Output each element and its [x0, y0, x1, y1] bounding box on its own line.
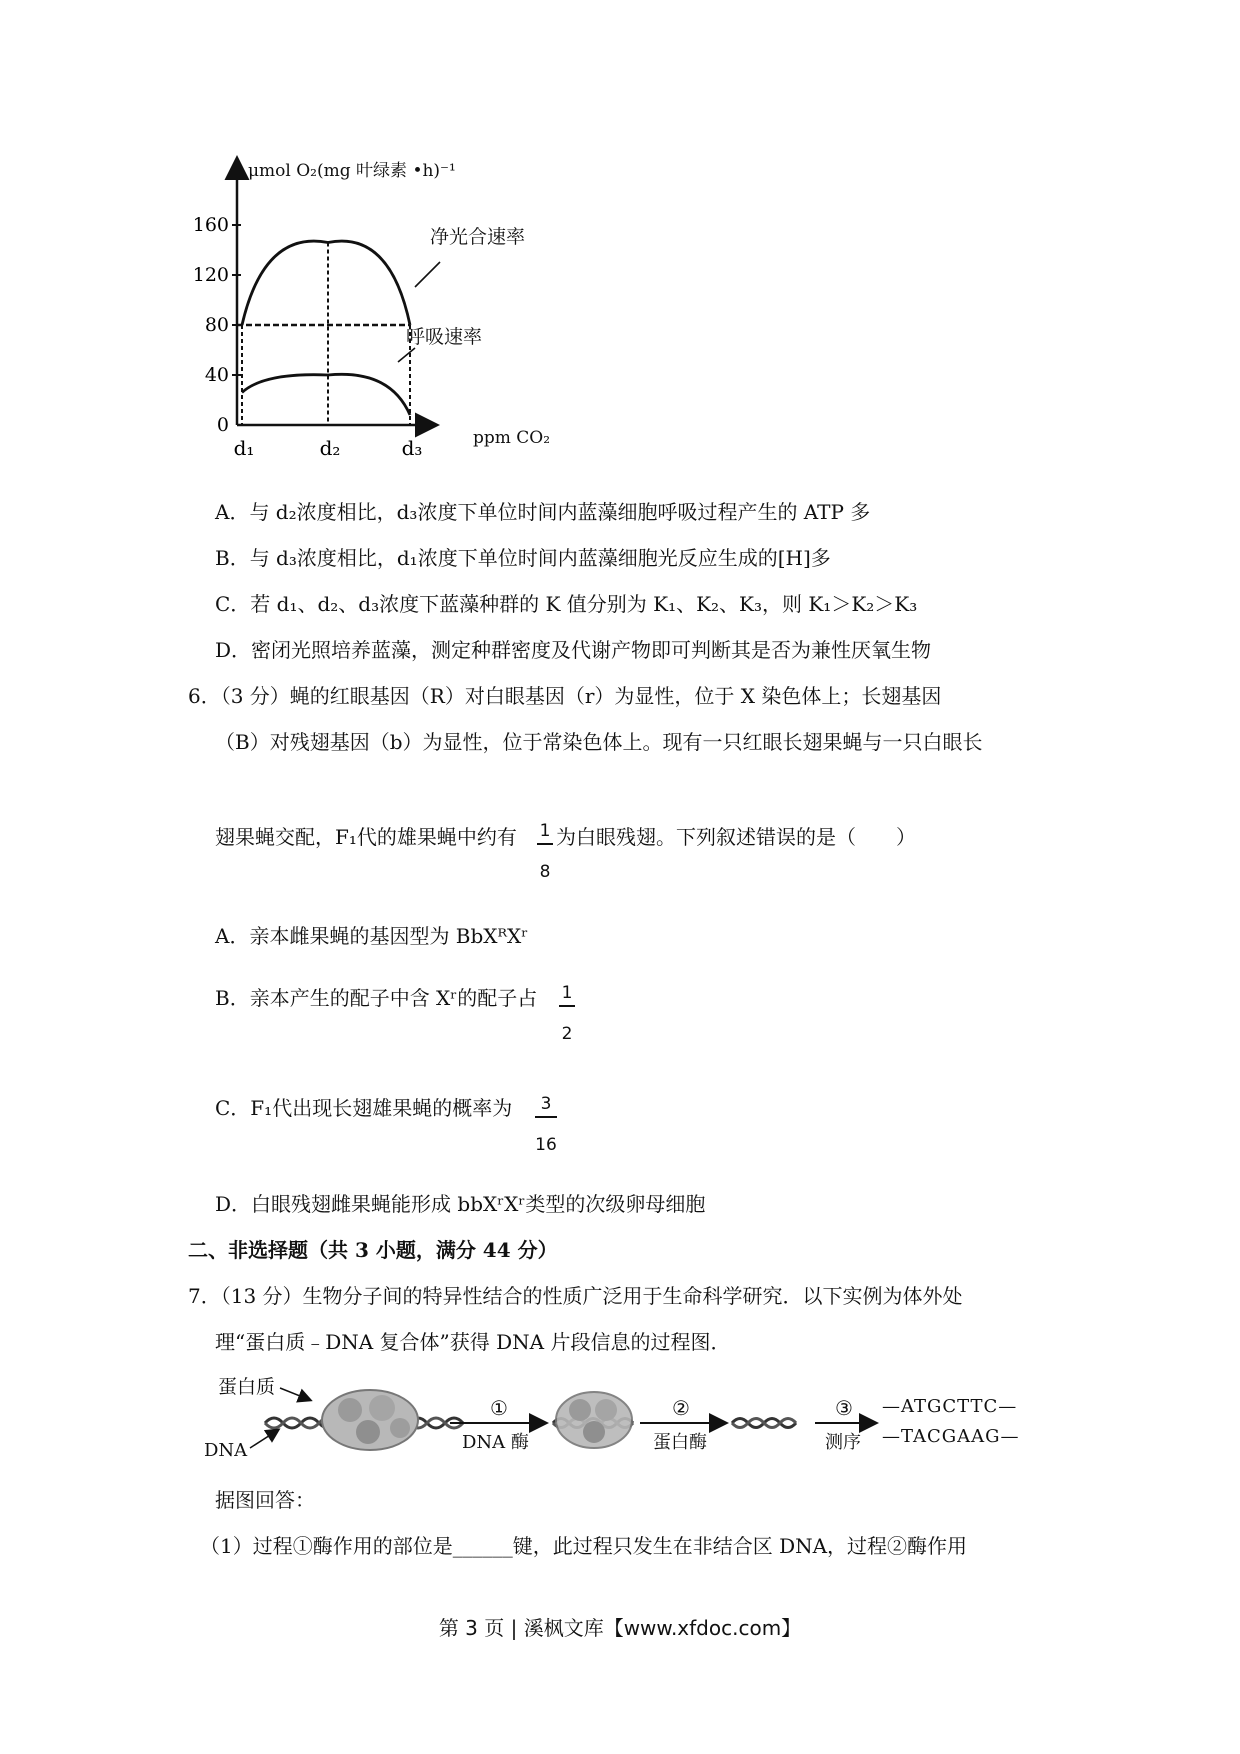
q6-stem-line2: （B）对残翅基因（b）为显性，位于常染色体上。现有一只红眼长翅果蝇与一只白眼长: [215, 730, 983, 754]
series-label-resp: 呼吸速率: [406, 326, 483, 348]
chart-svg: [192, 150, 580, 460]
x-tick-label-d2: d₂: [319, 436, 341, 460]
q6-option-a: A．亲本雌果蝇的基因型为 BbXᴿXʳ: [215, 924, 529, 948]
x-tick-label-d1: d₁: [233, 436, 255, 460]
dna-helix-2: [732, 1419, 796, 1428]
dna-label: DNA: [204, 1440, 248, 1461]
y-tick-label-160: 160: [192, 214, 229, 236]
q7-prompt: 据图回答：: [215, 1488, 315, 1512]
q6-b-frac-den: 2: [561, 1024, 573, 1044]
q5-option-c: C．若 d₁、d₂、d₃浓度下蓝藻种群的 K 值分别为 K₁、K₂、K₃，则 K₁＞K₂＞K₃: [215, 592, 918, 616]
sequence-top: —ATGCTTC—: [882, 1396, 1018, 1417]
page-footer: 第 3 页 | 溪枫文库【www.xfdoc.com】: [438, 1616, 802, 1640]
step3-label: 测序: [825, 1432, 861, 1453]
q6-c-frac-den: 16: [535, 1135, 557, 1155]
chart-xlabel: ppm CO₂: [473, 428, 551, 448]
q6-option-b: B．亲本产生的配子中含 Xʳ的配子占: [215, 986, 538, 1010]
step1-number: ①: [490, 1396, 508, 1420]
y-tick-label-0: 0: [216, 414, 229, 436]
protein-blob-2: [553, 1392, 633, 1448]
series-line-respiration: [242, 374, 410, 415]
y-tick-label-120: 120: [192, 264, 229, 286]
co2-rate-chart: [192, 150, 580, 460]
q7-part1: （1）过程①酶作用的部位是______键，此过程只发生在非结合区 DNA，过程②酶作用: [200, 1534, 968, 1558]
q6-stem-line3a: 翅果蝇交配，F₁代的雄果蝇中约有: [215, 825, 517, 849]
q5-option-d: D．密闭光照培养蓝藻，测定种群密度及代谢产物即可判断其是否为兼性厌氧生物: [215, 638, 932, 662]
chart-ylabel: μmol O₂(mg 叶绿素 •h)⁻¹: [248, 161, 456, 181]
y-tick-label-40: 40: [204, 364, 229, 386]
q6-frac-den: 8: [539, 862, 551, 882]
q6-stem-line3b: 为白眼残翅。下列叙述错误的是（ ）: [556, 825, 916, 849]
series-line-net-photosynthesis: [242, 241, 410, 325]
q7-stem-line2: 理“蛋白质﹣DNA 复合体”获得 DNA 片段信息的过程图．: [215, 1330, 731, 1354]
q5-option-b: B．与 d₃浓度相比，d₁浓度下单位时间内蓝藻细胞光反应生成的[H]多: [215, 546, 831, 570]
step2-number: ②: [672, 1396, 690, 1420]
y-tick-label-80: 80: [204, 314, 229, 336]
step3-number: ③: [835, 1396, 853, 1420]
q7-stem-line1: 7．（13 分）生物分子间的特异性结合的性质广泛用于生命科学研究．以下实例为体外处: [188, 1284, 963, 1308]
diagram-svg: [210, 1368, 1040, 1468]
protein-label: 蛋白质: [218, 1376, 276, 1398]
q6-option-d: D．白眼残翅雌果蝇能形成 bbXʳXʳ类型的次级卵母细胞: [215, 1192, 706, 1216]
pointer-resp: [398, 348, 415, 362]
q6-b-frac-num: 1: [561, 983, 573, 1003]
pointer-net: [415, 262, 440, 287]
dna-process-diagram: [204, 1368, 1040, 1468]
q6-frac-bar: [537, 843, 553, 845]
series-label-net: 净光合速率: [430, 226, 526, 248]
protein-blob-1: [322, 1390, 418, 1450]
x-tick-label-d3: d₃: [401, 436, 423, 460]
q6-stem-line1: 6．（3 分）蝇的红眼基因（R）对白眼基因（r）为显性，位于 X 染色体上；长翅基因: [188, 684, 942, 708]
q6-option-c: C．F₁代出现长翅雄果蝇的概率为: [215, 1096, 513, 1120]
dna-pointer: [250, 1430, 278, 1448]
sequence-bottom: —TACGAAG—: [882, 1426, 1020, 1447]
step1-label: DNA 酶: [462, 1432, 529, 1453]
q6-frac-num: 1: [539, 821, 551, 841]
protein-pointer: [280, 1388, 310, 1400]
section2-heading: 二、非选择题（共 3 小题，满分 44 分）: [188, 1238, 558, 1262]
q5-option-a: A．与 d₂浓度相比，d₃浓度下单位时间内蓝藻细胞呼吸过程产生的 ATP 多: [215, 500, 871, 524]
q6-c-frac-num: 3: [540, 1094, 552, 1114]
q6-c-frac-bar: [535, 1116, 557, 1118]
step2-label: 蛋白酶: [653, 1432, 707, 1453]
q6-b-frac-bar: [559, 1005, 575, 1007]
